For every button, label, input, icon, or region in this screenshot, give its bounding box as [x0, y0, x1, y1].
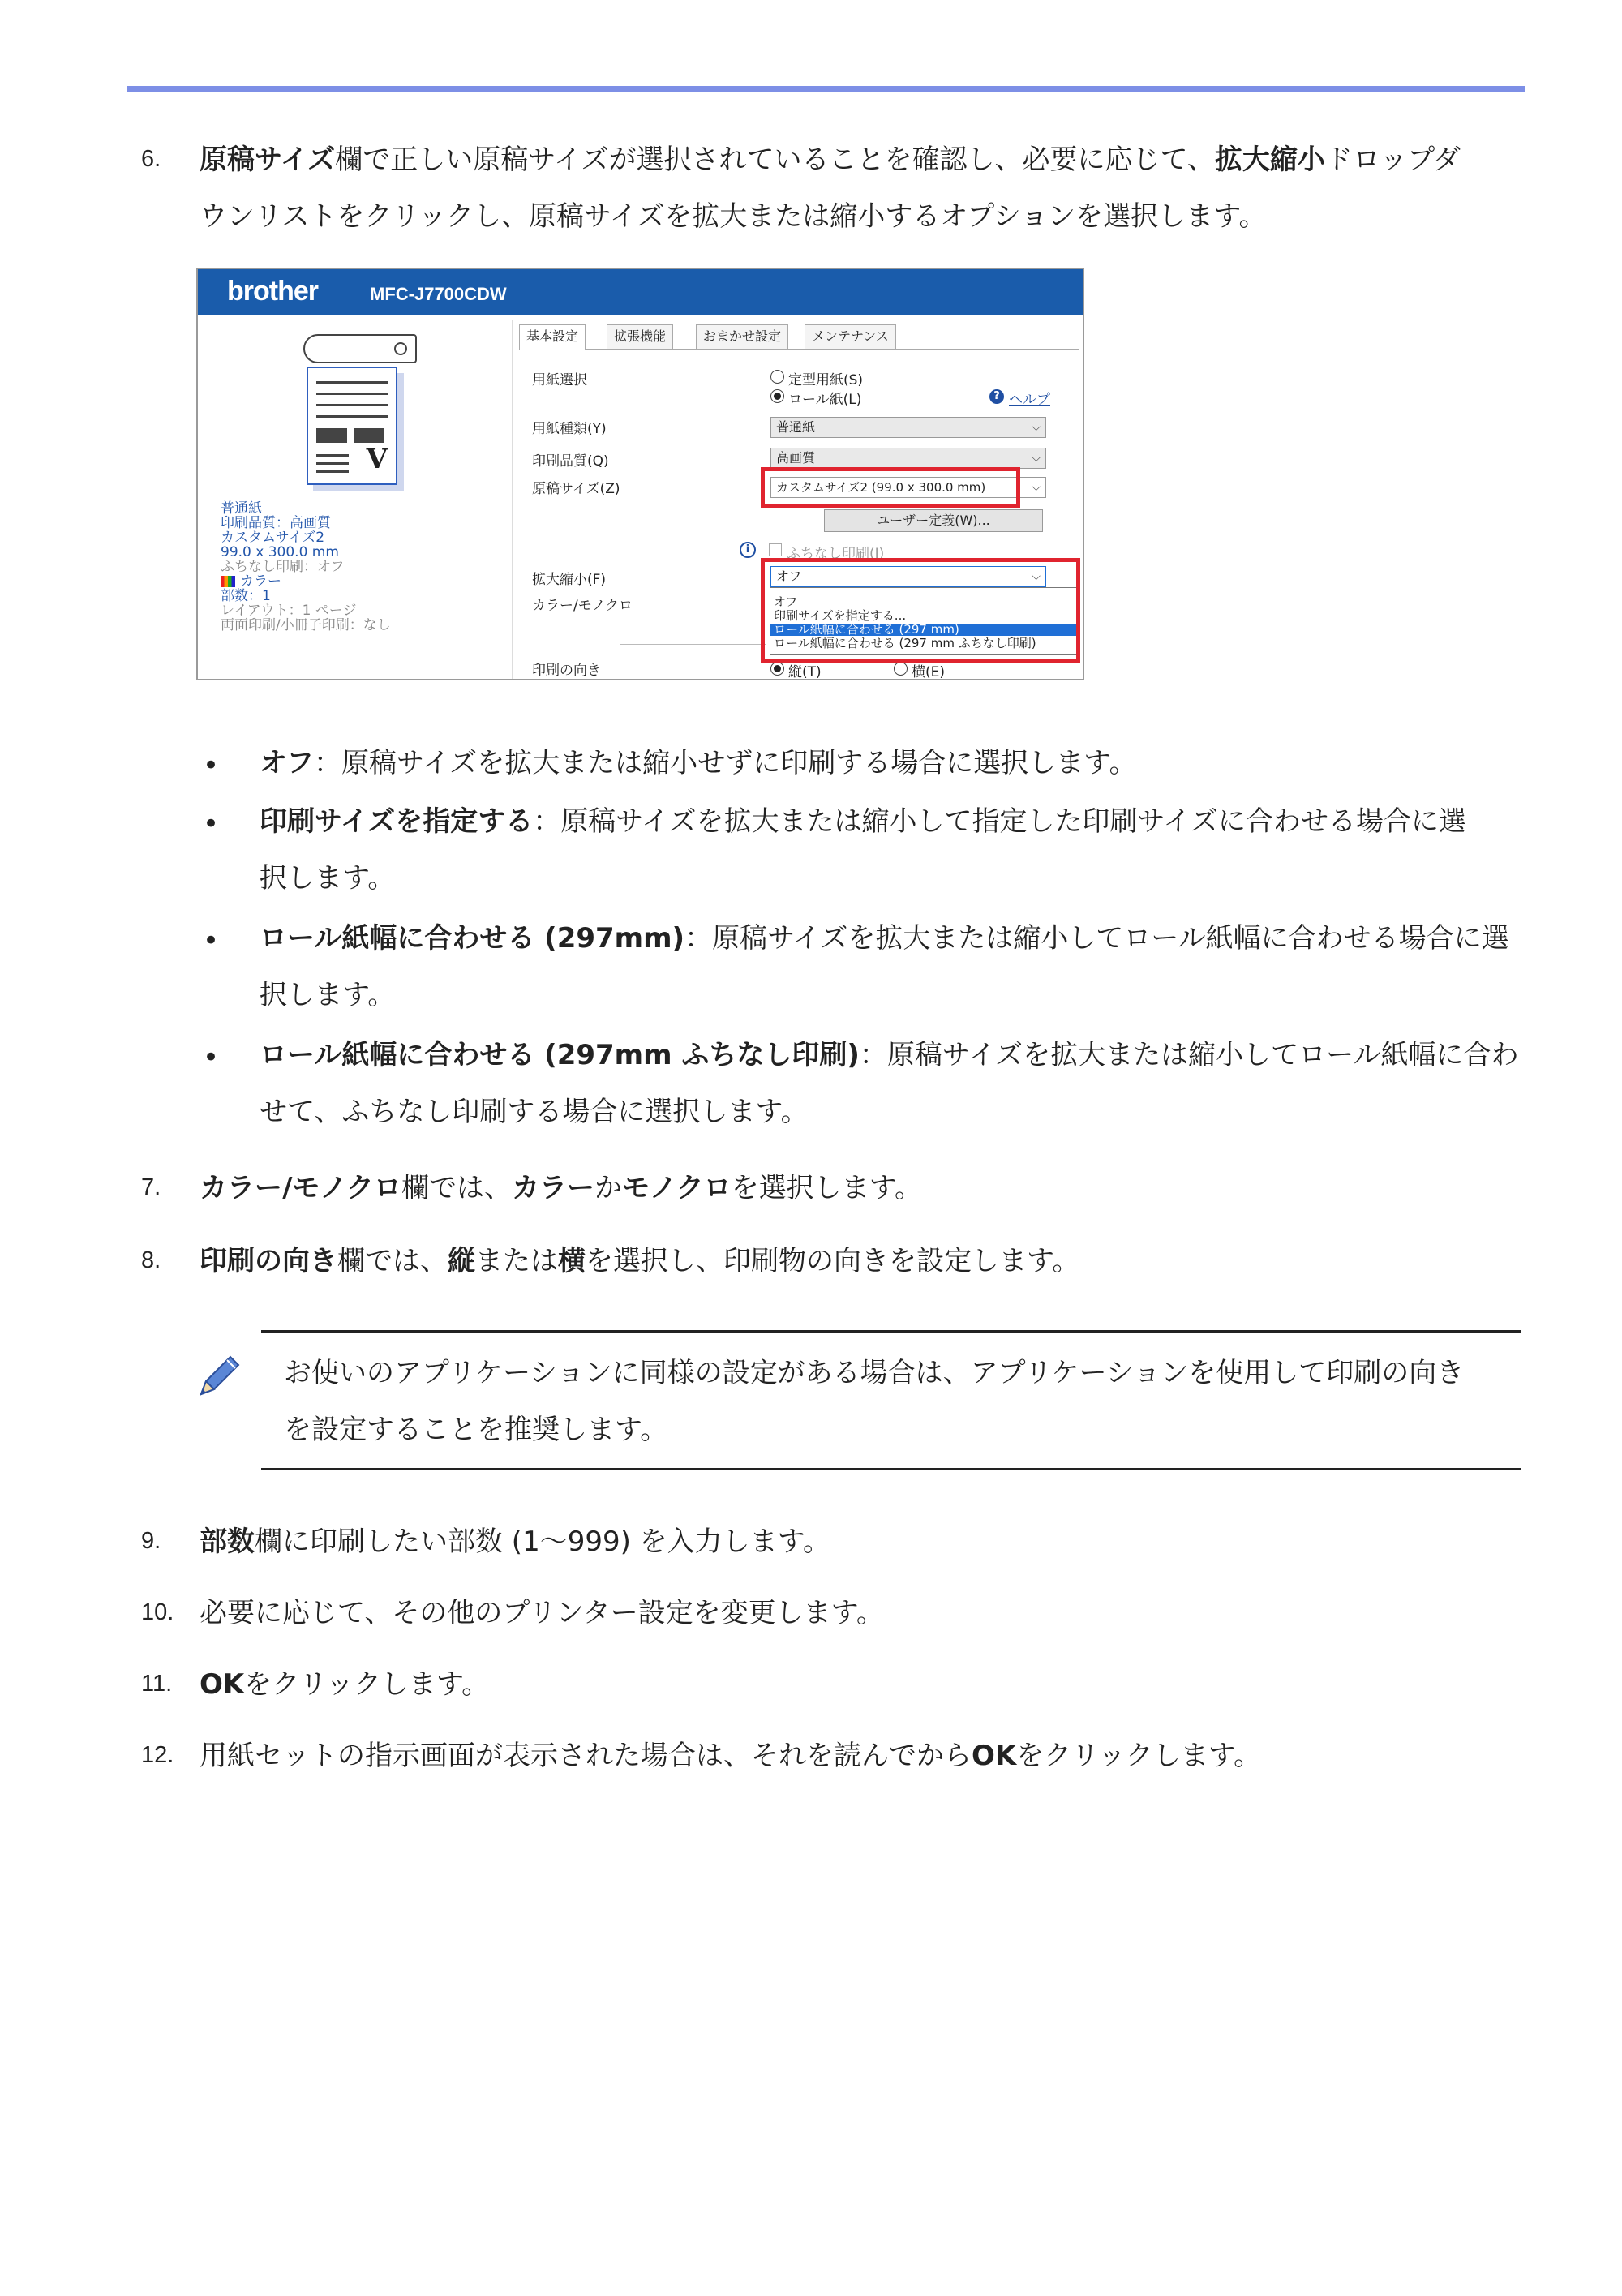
step12-t2: をクリックします。	[1016, 1740, 1262, 1772]
quality-label: 印刷品質(Q)	[532, 453, 609, 470]
page-preview-icon: V	[307, 367, 397, 485]
step7-bold3: モノクロ	[622, 1172, 732, 1204]
printer-dialog-screenshot	[196, 268, 1084, 680]
bullet-specify-size	[260, 793, 1466, 850]
step-number-6: 6.	[141, 146, 161, 172]
radio-roll-label: ロール紙(L)	[788, 392, 862, 408]
paper-type-label: 用紙種類(Y)	[532, 421, 607, 437]
step6-bold-scale: 拡大縮小	[1214, 144, 1325, 176]
bullet-dot: •	[203, 1041, 220, 1074]
note-line1: お使いのアプリケーションに同様の設定がある場合は、アプリケーションを使用して印刷の向き	[284, 1357, 1465, 1389]
step8-text	[200, 1233, 1079, 1290]
step10-text: 必要に応じて、その他のプリンター設定を変更します。	[200, 1597, 884, 1629]
summary-item: カラー	[240, 573, 281, 590]
step12-t1: 用紙セットの指示画面が表示された場合は、それを読んでから	[200, 1740, 972, 1772]
quality-value: 高画質	[776, 450, 816, 466]
doc-size-highlight	[761, 467, 1020, 508]
bullet-off-desc: ：原稿サイズを拡大または縮小せずに印刷する場合に選択します。	[313, 747, 1137, 779]
step8-bold3: 横	[558, 1245, 586, 1277]
step9-t1: 欄に印刷したい部数 (1～999) を入力します。	[255, 1526, 830, 1558]
user-defined-button[interactable]: ユーザー定義(W)...	[824, 509, 1043, 532]
bullet-borderless-cont: せて、ふちなし印刷する場合に選択します。	[260, 1096, 809, 1128]
step7-text	[200, 1160, 922, 1217]
bullet-fit-roll-desc: ：原稿サイズを拡大または縮小してロール紙幅に合わせる場合に選	[684, 922, 1509, 955]
step11-bold-ok: OK	[200, 1668, 245, 1701]
landscape-label: 横(E)	[912, 664, 946, 680]
summary-item: カスタムサイズ2	[221, 530, 325, 546]
step6-text2: ドロップダ	[1324, 144, 1461, 176]
step6-line1	[200, 131, 1461, 188]
pencil-note-icon	[195, 1352, 243, 1401]
scale-highlight	[761, 558, 1080, 663]
header-rule	[127, 86, 1525, 92]
summary-item: 部数：1	[221, 588, 271, 604]
chevron-down-icon: ⌵	[1032, 481, 1041, 494]
info-icon: i	[740, 542, 756, 558]
step12-text	[200, 1727, 1261, 1784]
scale-value: オフ	[776, 569, 802, 584]
step-number-10: 10.	[141, 1599, 174, 1625]
chevron-down-icon: ⌵	[1032, 452, 1041, 465]
tab-profiles[interactable]: おまかせ設定	[696, 324, 788, 349]
radio-standard-label: 定型用紙(S)	[788, 372, 864, 388]
preview-pane	[204, 320, 513, 680]
step7-bold1: カラー/モノクロ	[200, 1172, 402, 1204]
settings-summary	[221, 501, 391, 633]
bullet-specify-desc: ：原稿サイズを拡大または縮小して指定した印刷サイズに合わせる場合に選	[533, 805, 1466, 838]
bullet-fit-roll-borderless	[260, 1027, 1519, 1084]
bullet-off	[260, 735, 1137, 792]
step8-t3: を選択し、印刷物の向きを設定します。	[586, 1245, 1080, 1277]
option-fit-roll-width[interactable]: ロール紙幅に合わせる (297 mm)	[770, 624, 1077, 636]
step9-bold: 部数	[200, 1526, 255, 1558]
radio-roll-paper[interactable]	[770, 389, 784, 403]
step8-t2: または	[475, 1245, 558, 1277]
paper-type-select[interactable]	[770, 417, 1046, 438]
step7-t2: か	[594, 1172, 623, 1204]
step6-line2: ウンリストをクリックし、原稿サイズを拡大または縮小するオプションを選択します。	[200, 200, 1267, 233]
summary-item: ふちなし印刷：オフ	[221, 559, 345, 575]
quality-select[interactable]	[770, 448, 1046, 469]
summary-item: 印刷品質：高画質	[221, 515, 331, 531]
doc-size-label: 原稿サイズ(Z)	[532, 481, 620, 497]
bullet-specify-cont: 択します。	[260, 862, 396, 895]
bullet-off-term: オフ	[260, 747, 314, 779]
bullet-specify-term: 印刷サイズを指定する	[260, 805, 534, 838]
tab-maintenance[interactable]: メンテナンス	[805, 324, 896, 349]
note-bottom-rule	[261, 1468, 1521, 1470]
bullet-dot: •	[203, 749, 220, 782]
brand-logo: brother	[227, 276, 318, 307]
note-top-rule	[261, 1330, 1521, 1333]
dialog-title-bar	[198, 269, 1083, 315]
chevron-down-icon: ⌵	[1032, 421, 1041, 434]
option-off[interactable]: オフ	[774, 594, 798, 609]
bullet-fit-roll	[260, 910, 1509, 967]
step6-text1: 欄で正しい原稿サイズが選択されていることを確認し、必要に応じて、	[335, 144, 1215, 176]
scale-label: 拡大縮小(F)	[532, 572, 607, 588]
step-number-11: 11.	[141, 1671, 173, 1697]
borderless-label: ふちなし印刷(I)	[787, 546, 885, 562]
tab-advanced[interactable]: 拡張機能	[607, 324, 673, 349]
summary-item: 普通紙	[221, 500, 262, 517]
summary-item: 99.0 x 300.0 mm	[221, 544, 339, 560]
step-number-12: 12.	[141, 1742, 174, 1768]
color-mono-label: カラー/モノクロ	[532, 598, 633, 614]
step-number-7: 7.	[141, 1174, 161, 1200]
orientation-label: 印刷の向き	[532, 663, 601, 679]
summary-color-row	[221, 574, 391, 589]
radio-landscape[interactable]	[894, 662, 908, 676]
bullet-borderless-term: ロール紙幅に合わせる (297mm ふちなし印刷)	[260, 1039, 860, 1071]
tab-basic[interactable]: 基本設定	[519, 324, 586, 350]
roll-paper-icon	[303, 334, 417, 363]
step6-bold-doc-size: 原稿サイズ	[200, 144, 336, 176]
step8-t1: 欄では、	[337, 1245, 448, 1277]
step7-bold2: カラー	[512, 1172, 595, 1204]
bullet-dot: •	[203, 925, 220, 957]
option-specify-size[interactable]: 印刷サイズを指定する...	[774, 608, 907, 623]
radio-standard-paper[interactable]	[770, 370, 784, 384]
note-line2: を設定することを推奨します。	[284, 1414, 668, 1446]
help-icon[interactable]: ?	[989, 389, 1004, 404]
step11-t1: をクリックします。	[244, 1668, 490, 1701]
bullet-fit-roll-term: ロール紙幅に合わせる (297mm)	[260, 922, 685, 955]
chevron-down-icon: ⌵	[1032, 570, 1041, 583]
step11-text	[200, 1656, 489, 1713]
color-bars-icon	[221, 576, 235, 587]
doc-size-value: カスタムサイズ2 (99.0 x 300.0 mm)	[776, 480, 986, 495]
step12-bold-ok: OK	[972, 1740, 1017, 1772]
bullet-borderless-desc: ：原稿サイズを拡大または縮小してロール紙幅に合わ	[859, 1039, 1519, 1071]
bullet-fit-roll-cont: 択します。	[260, 979, 396, 1011]
bullet-dot: •	[203, 808, 220, 840]
paper-type-value: 普通紙	[776, 419, 816, 435]
step7-t1: 欄では、	[401, 1172, 513, 1204]
borderless-checkbox[interactable]	[769, 543, 782, 556]
step9-text	[200, 1513, 830, 1570]
radio-portrait[interactable]	[770, 662, 784, 676]
summary-item: レイアウト：1 ページ	[221, 603, 357, 619]
step-number-8: 8.	[141, 1247, 161, 1273]
option-fit-roll-width-borderless[interactable]: ロール紙幅に合わせる (297 mm ふちなし印刷)	[774, 636, 1036, 650]
step-number-9: 9.	[141, 1528, 161, 1554]
step8-bold1: 印刷の向き	[200, 1245, 337, 1277]
portrait-label: 縦(T)	[788, 664, 822, 680]
step7-t3: を選択します。	[731, 1172, 922, 1204]
summary-item: 両面印刷/小冊子印刷：なし	[221, 617, 391, 633]
paper-select-label: 用紙選択	[532, 372, 587, 388]
step8-bold2: 縦	[448, 1245, 475, 1277]
help-link[interactable]: ヘルプ	[1009, 392, 1050, 408]
model-name: MFC-J7700CDW	[370, 284, 507, 304]
